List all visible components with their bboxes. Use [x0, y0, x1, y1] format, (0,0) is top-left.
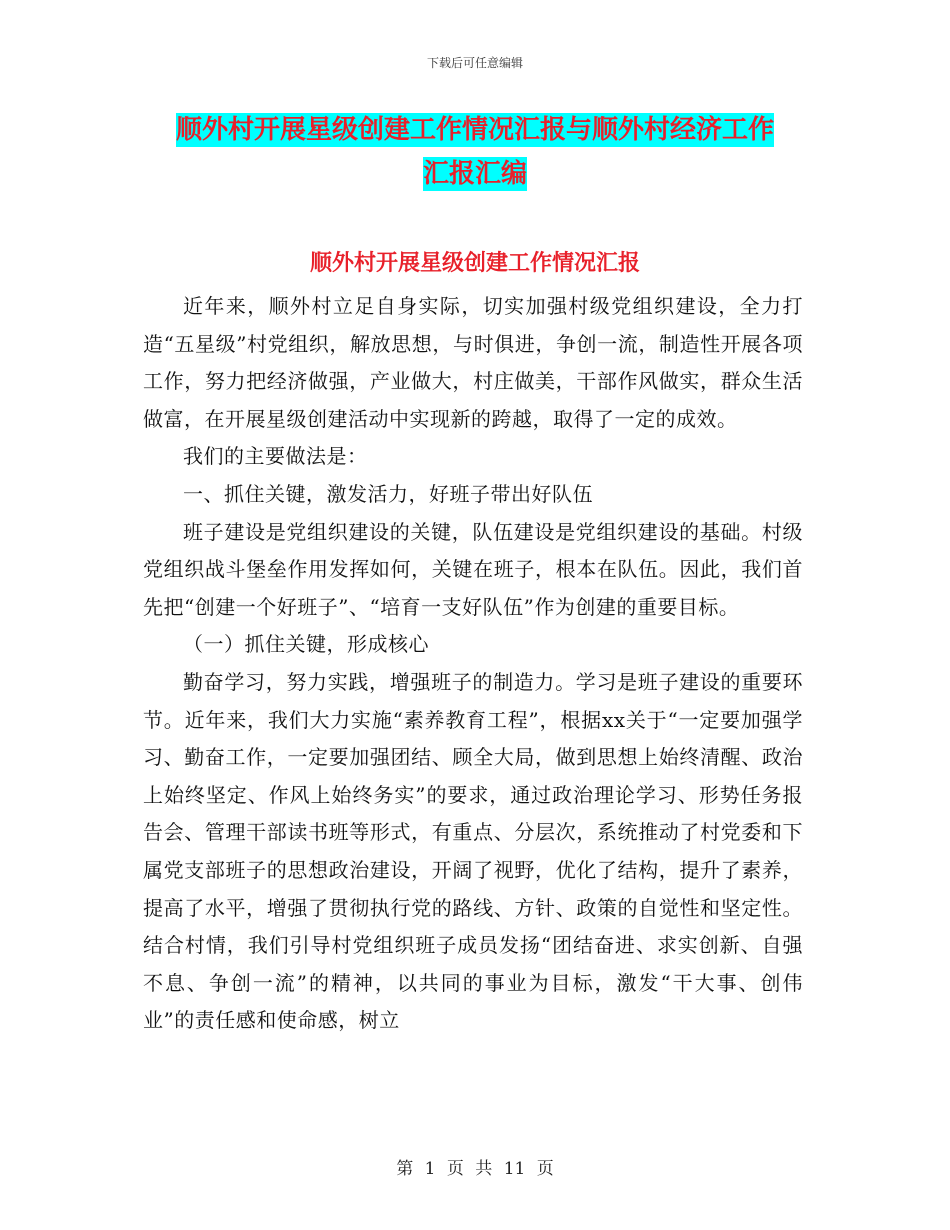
document-title-line-1: 顺外村开展星级创建工作情况汇报与顺外村经济工作	[175, 115, 774, 145]
document-title-line-2: 汇报汇编	[422, 159, 527, 189]
body-text	[143, 288, 803, 1040]
heading-level-2: （一）抓住关键，形成核心	[183, 632, 429, 657]
header-note: 下载后可任意编辑	[426, 56, 523, 70]
page-footer: 第 1 页 共 11 页	[396, 1159, 554, 1179]
section-title: 顺外村开展星级创建工作情况汇报	[309, 250, 640, 276]
paragraph: 勤奋学习，努力实践，增强班子的制造力。学习是班子建设的重要环节。近年来，我们大力实施“素养教育工程”，根据xx关于“一定要加强学习、勤奋工作，一定要加强团结、顾全大局，做到思想上始终清醒、政治上始终坚定、作风上始终务实”的要求，通过政治理论学习、形势任务报告会、管理干部读书班等形式，有重点、分层次，系统推动了村党委和下属党支部班子的思想政治建设，开阔了视野，优化了结构，提升了素养，提高了水平，增强了贯彻执行党的路线、方针、政策的自觉性和坚定性。结合村情，我们引导村党组织班子成员发扬“团结奋进、求实创新、自强不息、争创一流”的精神，以共同的事业为目标，激发“干大事、创伟业”的责任感和使命感，树立	[143, 669, 803, 1033]
paragraph: 班子建设是党组织建设的关键，队伍建设是党组织建设的基础。村级党组织战斗堡垒作用发挥如何，关键在班子，根本在队伍。因此，我们首先把“创建一个好班子”、“培育一支好队伍”作为创建的重要目标。	[143, 519, 803, 619]
heading-level-1: 一、抓住关键，激发活力，好班子带出好队伍	[183, 481, 593, 506]
document-title	[0, 108, 950, 196]
paragraph: 近年来，顺外村立足自身实际，切实加强村级党组织建设，全力打造“五星级”村党组织，解放思想，与时俱进，争创一流，制造性开展各项工作，努力把经济做强，产业做大，村庄做美，干部作风做实，群众生活做富，在开展星级创建活动中实现新的跨越，取得了一定的成效。	[143, 294, 803, 431]
paragraph: 我们的主要做法是：	[183, 444, 368, 469]
